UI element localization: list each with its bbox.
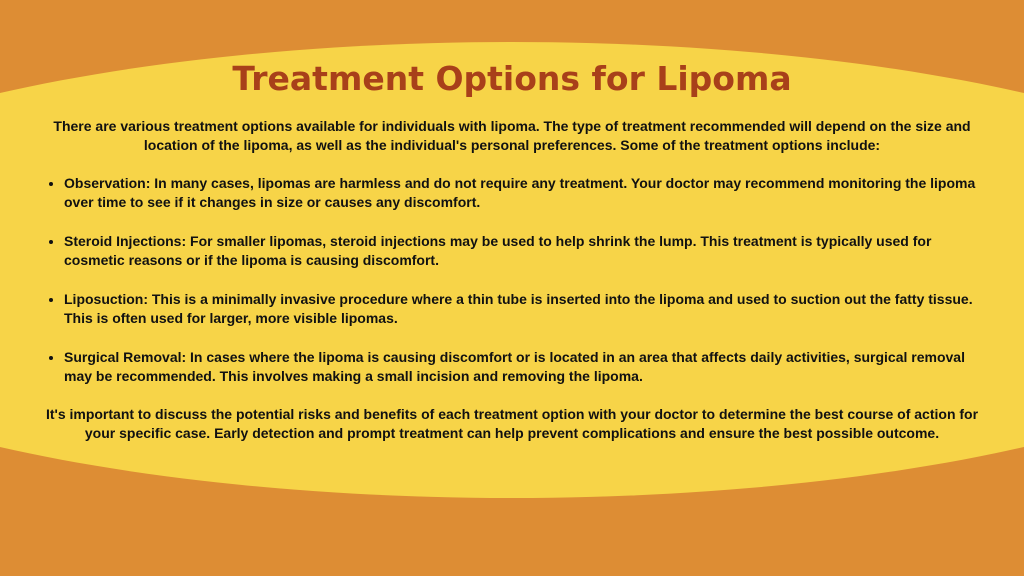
- conclusion-paragraph: It's important to discuss the potential risks and benefits of each treatment option with your doctor to determine the best course of action for your specific case. Early detection and prompt treatment can help prevent complications and ensure the best possible outcome.: [45, 406, 979, 441]
- slide-title: Treatment Options for Lipoma: [232, 59, 792, 98]
- option-observation: • Observation: In many cases, lipomas are harmless and do not require any treatment. Your doctor may recommend monitoring the lipoma over time to see if it changes in size or causes any discomfort.: [64, 174, 994, 212]
- option-steroid-injections: • Steroid Injections: For smaller lipomas, steroid injections may be used to help shrink the lump. This treatment is typically used for cosmetic reasons or if the lipoma is causing discomfort.: [64, 232, 994, 270]
- option-surgical-removal: • Surgical Removal: In cases where the lipoma is causing discomfort or is located in an area that affects daily activities, surgical removal may be recommended. This involves making a small incision and removing the lipoma.: [64, 348, 994, 386]
- intro-paragraph: There are various treatment options available for individuals with lipoma. The type of treatment recommended will depend on the size and location of the lipoma, as well as the individual's personal preferences. Some of the treatment options include:: [53, 118, 971, 153]
- option-liposuction: • Liposuction: This is a minimally invasive procedure where a thin tube is inserted into the lipoma and used to suction out the fatty tissue. This is often used for larger, more visible lipomas.: [64, 290, 994, 328]
- treatment-options-list: [46, 174, 994, 406]
